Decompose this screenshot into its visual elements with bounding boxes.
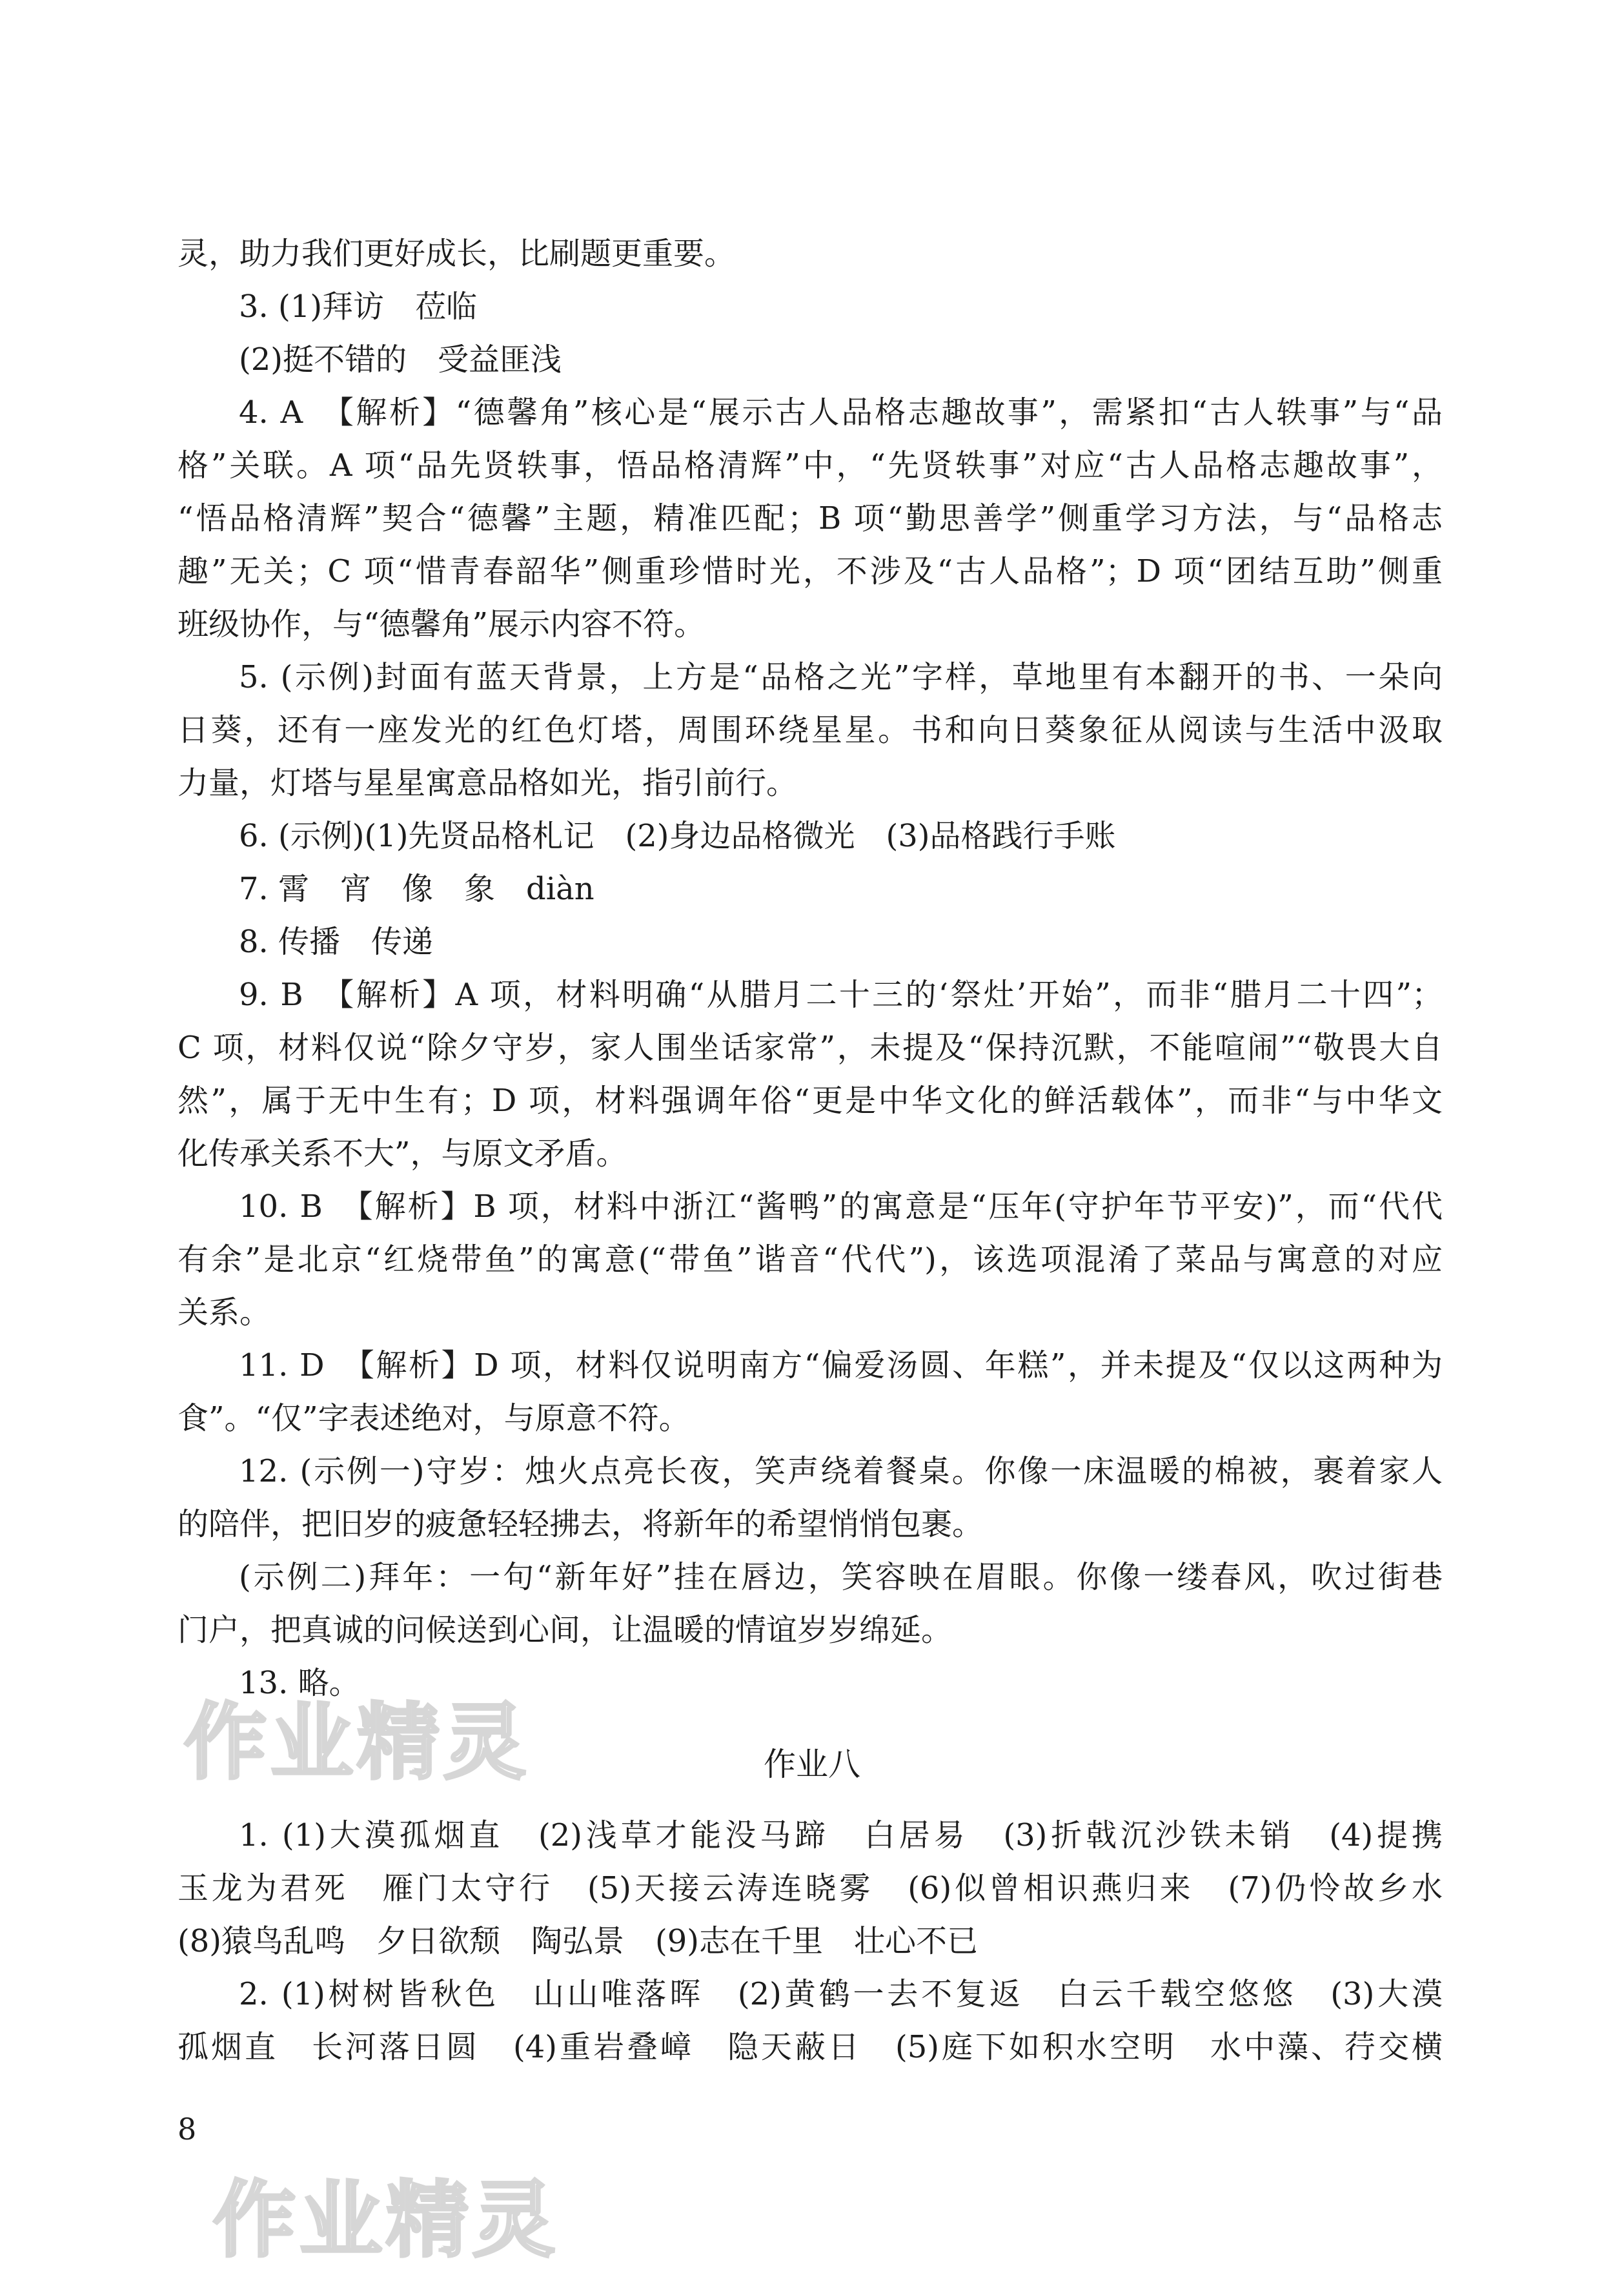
answer-12: 12. (示例一)守岁：烛火点亮长夜，笑声绕着餐桌。你像一床温暖的棉被，裹着家人 <box>239 1453 1443 1489</box>
text-line: 趣”无关；C 项“惜青春韶华”侧重珍惜时光，不涉及“古人品格”；D 项“团结互助”侧重 <box>178 553 1443 589</box>
answer-6: 6. (示例)(1)先贤品格札记 (2)身边品格微光 (3)品格践行手账 <box>239 818 1116 854</box>
answer-9: 9. B 【解析】A 项，材料明确“从腊月二十三的‘祭灶’开始”，而非“腊月二十四”； <box>239 977 1443 1013</box>
text-line: 的陪伴，把旧岁的疲惫轻轻拂去，将新年的希望悄悄包裹。 <box>178 1506 984 1542</box>
text-line: 门户，把真诚的问候送到心间，让温暖的情谊岁岁绵延。 <box>178 1612 953 1648</box>
watermark-logo: 作业精灵 <box>184 1695 531 1791</box>
text-line: 灵，助力我们更好成长，比刷题更重要。 <box>178 236 736 272</box>
text-line: 然”，属于无中生有；D 项，材料强调年俗“更是中华文化的鲜活载体”，而非“与中华文 <box>178 1083 1443 1119</box>
answer-12-example-2: (示例二)拜年：一句“新年好”挂在唇边，笑容映在眉眼。你像一缕春风，吹过街巷 <box>239 1559 1443 1595</box>
answer-11: 11. D 【解析】D 项，材料仅说明南方“偏爱汤圆、年糕”，并未提及“仅以这两种为 <box>239 1347 1443 1383</box>
answer-3: 3. (1)拜访 莅临 <box>239 289 478 325</box>
answer-1: 1. (1)大漠孤烟直 (2)浅草才能没马蹄 白居易 (3)折戟沉沙铁未销 (4)提携 <box>239 1817 1443 1853</box>
section-title: 作业八 <box>764 1746 860 1783</box>
answer-10: 10. B 【解析】B 项，材料中浙江“酱鸭”的寓意是“压年(守护年节平安)”，而“代代 <box>239 1188 1443 1225</box>
answer-5: 5. (示例)封面有蓝天背景，上方是“品格之光”字样，草地里有本翻开的书、一朵向 <box>239 659 1443 695</box>
answer-7: 7. 霄 宵 像 象 diàn <box>239 871 594 907</box>
answer-3-2: (2)挺不错的 受益匪浅 <box>239 342 562 378</box>
text-line: 关系。 <box>178 1294 271 1331</box>
text-line: “悟品格清辉”契合“德馨”主题，精准匹配；B 项“勤思善学”侧重学习方法，与“品格志 <box>178 500 1443 536</box>
text-line: 班级协作，与“德馨角”展示内容不符。 <box>178 606 705 642</box>
watermark-logo: 作业精灵 <box>213 2172 560 2269</box>
answer-4: 4. A 【解析】“德馨角”核心是“展示古人品格志趣故事”，需紧扣“古人轶事”与“品 <box>239 394 1443 431</box>
answer-8: 8. 传播 传递 <box>239 924 434 960</box>
text-line: 力量，灯塔与星星寓意品格如光，指引前行。 <box>178 765 798 801</box>
text-line: 食”。“仅”字表述绝对，与原意不符。 <box>178 1400 690 1436</box>
text-line: (8)猿鸟乱鸣 夕日欲颓 陶弘景 (9)志在千里 壮心不已 <box>178 1923 978 1959</box>
text-line: 日葵，还有一座发光的红色灯塔，周围环绕星星。书和向日葵象征从阅读与生活中汲取 <box>178 712 1443 748</box>
text-line: 化传承关系不大”，与原文矛盾。 <box>178 1136 627 1172</box>
text-line: 孤烟直 长河落日圆 (4)重岩叠嶂 隐天蔽日 (5)庭下如积水空明 水中藻、荇交横 <box>178 2029 1443 2065</box>
text-line: 格”关联。A 项“品先贤轶事，悟品格清辉”中，“先贤轶事”对应“古人品格志趣故事”， <box>178 447 1443 484</box>
text-line: C 项，材料仅说“除夕守岁，家人围坐话家常”，未提及“保持沉默，不能喧闹”“敬畏大自 <box>178 1030 1443 1066</box>
text-line: 玉龙为君死 雁门太守行 (5)天接云涛连晓雾 (6)似曾相识燕归来 (7)仍怜故乡水 <box>178 1870 1443 1906</box>
text-line: 有余”是北京“红烧带鱼”的寓意(“带鱼”谐音“代代”)，该选项混淆了菜品与寓意的对应 <box>178 1241 1443 1278</box>
page-number: 8 <box>178 2112 197 2147</box>
answer-2: 2. (1)树树皆秋色 山山唯落晖 (2)黄鹤一去不复返 白云千载空悠悠 (3)大漠 <box>239 1976 1443 2012</box>
answer-13: 13. 略。 <box>239 1665 360 1701</box>
